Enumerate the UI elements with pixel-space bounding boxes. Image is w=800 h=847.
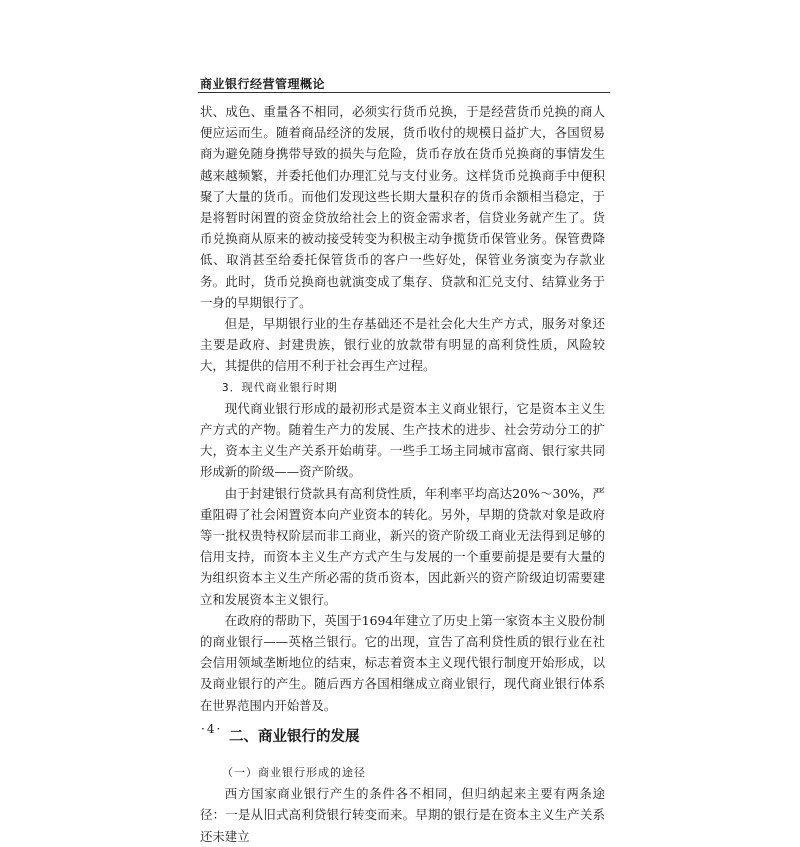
paragraph-continued: 状、成色、重量各不相同，必须实行货币兑换，于是经营货币兑换的商人便应运而生。随着商品经济的发展，货币收付的规模日益扩大，各国贸易商为避免随身携带导致的损失与危险，货币存放在货币兑换商的事情发生越来越频繁，并委托他们办理汇兑与支付业务。这样货币兑换商手中便积聚了大量的货币。而他们发现这些长期大量积存的货币余额相当稳定，于是将暂时闲置的资金贷放给社会上的资金需求者，信贷业务就产生了。货币兑换商从原来的被动接受转变为积极主动争揽货币保管业务。保管费降低、取消甚至给委托保管货币的客户一些好处，保管业务演变为存款业务。此时，货币兑换商也就演变成了集存、贷款和汇兑支付、结算业务于一身的早期银行了。 [200, 104, 605, 310]
page-body [200, 101, 605, 847]
paragraph-early-bank-limits: 但是，早期银行业的生存基础还不是社会化大生产方式，服务对象还主要是政府、封建贵族，银行业的放款带有明显的高利贷性质，风险较大，其提供的信用不利于社会再生产过程。 [200, 316, 605, 374]
running-title: 商业银行经营管理概论 [200, 77, 326, 91]
paragraph-modern-bank-origin: 现代商业银行形成的最初形式是资本主义商业银行，它是资本主义生产方式的产物。随着生产力的发展、生产技术的进步、社会劳动分工的扩大，资本主义生产关系开始萌芽。一些手工场主同城市富商、银行家共同形成新的阶级——资产阶级。 [200, 400, 605, 480]
paragraph-formation-paths: 西方国家商业银行产生的条件各不相同，但归纳起来主要有两条途径：一是从旧式高利贷银行转变而来。早期的银行是在资本主义生产关系还未建立 [200, 786, 605, 844]
header-rule [198, 92, 610, 93]
page-number: ·4· [201, 722, 223, 736]
subheading-modern-era: 3．现代商业银行时期 [222, 380, 338, 394]
paragraph-usury-obstacle: 由于封建银行贷款具有高利贷性质，年利率平均高达20%～30%，严重阻碍了社会闲置资本向产业资本的转化。另外，早期的贷款对象是政府等一批权贵特权阶层而非工商业，新兴的资产阶级工商业无法得到足够的信用支持，而资本主义生产方式产生与发展的一个重要前提是要有大量的为组织资本主义生产所必需的货币资本，因此新兴的资产阶级迫切需要建立和发展资本主义银行。 [200, 485, 605, 607]
section-heading: 二、商业银行的发展 [229, 728, 360, 745]
subsection-heading: （一）商业银行形成的途径 [222, 765, 366, 779]
paragraph-bank-of-england: 在政府的帮助下，英国于1694年建立了历史上第一家资本主义股份制的商业银行——英格兰银行。它的出现，宣告了高利贷性质的银行业在社会信用领域垄断地位的结束，标志着资本主义现代银行制度开始形成，以及商业银行的产生。随后西方各国相继成立商业银行，现代商业银行体系在世界范围内开始普及。 [200, 612, 605, 713]
